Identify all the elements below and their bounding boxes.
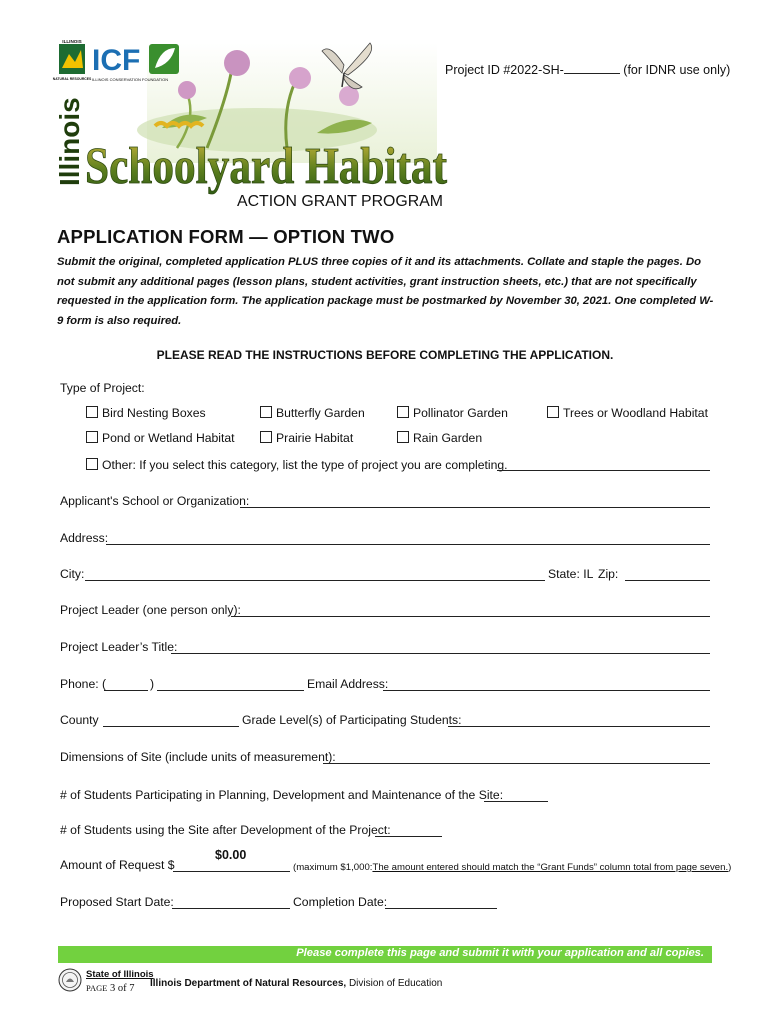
checkbox-icon[interactable] (86, 406, 98, 418)
completion-date-label: Completion Date: (293, 895, 388, 909)
city-field[interactable] (85, 580, 545, 581)
page-number: PAGE 3 of 7 (86, 983, 135, 994)
phone-close-paren: ) (150, 677, 155, 691)
address-label: Address: (60, 531, 109, 545)
checkbox-icon[interactable] (397, 431, 409, 443)
checkbox-icon[interactable] (86, 458, 98, 470)
type-of-project-label: Type of Project: (60, 381, 145, 395)
submit-reminder-text: Please complete this page and submit it with your application and all copies. (296, 947, 704, 959)
amount-value[interactable]: $0.00 (215, 848, 247, 862)
svg-text:Illinois: Illinois (54, 97, 85, 186)
zip-label: Zip: (598, 567, 619, 581)
instructions: Submit the original, completed application PLUS three copies of it and its attachments. Collate and staple the pages. Do not submit any additional pages (lesson plans, student activities, grant instruction sheets, etc.) that are not specifically requested in the application form. The application package must be postmarked by November 30, 2021. One completed W-9 form is also required. (57, 256, 714, 327)
checkbox-icon[interactable] (260, 431, 272, 443)
students-planning-label: # of Students Participating in Planning, Development and Maintenance of the Site: (60, 788, 504, 802)
school-field[interactable] (240, 507, 710, 508)
submit-reminder-bar (58, 946, 712, 963)
students-after-field[interactable] (375, 836, 442, 837)
checkbox-icon[interactable] (397, 406, 409, 418)
leader-title-label: Project Leader’s Title: (60, 640, 178, 654)
idnr-logo (53, 38, 92, 82)
svg-text:NATURAL RESOURCES: NATURAL RESOURCES (52, 77, 92, 81)
start-date-label: Proposed Start Date: (60, 895, 174, 909)
project-leader-field[interactable] (231, 616, 710, 617)
checkbox-pond-wetland[interactable]: Pond or Wetland Habitat (86, 431, 235, 445)
completion-date-field[interactable] (385, 908, 497, 909)
city-label: City: (60, 567, 85, 581)
state-label: State: IL (548, 567, 594, 581)
read-instructions-notice: PLEASE READ THE INSTRUCTIONS BEFORE COMPLETING THE APPLICATION. (156, 348, 614, 362)
checkbox-icon[interactable] (86, 431, 98, 443)
project-id: Project ID #2022-SH- (for IDNR use only) (445, 63, 731, 77)
address-field[interactable] (106, 544, 710, 545)
checkbox-other[interactable]: Other: If you select this category, list the type of project you are completing. (86, 458, 508, 472)
school-label: Applicant's School or Organization: (60, 494, 250, 508)
icf-logo (92, 44, 179, 82)
checkbox-prairie-habitat[interactable]: Prairie Habitat (260, 431, 353, 445)
county-label: County (60, 713, 99, 727)
students-after-label: # of Students using the Site after Development of the Project: (60, 823, 391, 837)
state-seal-icon (58, 968, 82, 992)
checkbox-trees-woodland[interactable]: Trees or Woodland Habitat (547, 406, 708, 420)
grade-level-field[interactable] (448, 726, 710, 727)
county-field[interactable] (103, 726, 239, 727)
checkbox-bird-nesting-boxes[interactable]: Bird Nesting Boxes (86, 406, 206, 420)
svg-text:Schoolyard Habitat: Schoolyard Habitat (85, 138, 448, 195)
email-label: Email Address: (307, 677, 389, 691)
project-leader-label: Project Leader (one person only): (60, 603, 241, 617)
amount-field[interactable] (173, 871, 290, 872)
phone-number-field[interactable] (157, 690, 304, 691)
amount-label: Amount of Request $ (60, 858, 175, 872)
email-field[interactable] (383, 690, 710, 691)
zip-field[interactable] (625, 580, 710, 581)
svg-text:ICF: ICF (92, 44, 141, 77)
svg-text:ACTION GRANT PROGRAM: ACTION GRANT PROGRAM (237, 193, 443, 210)
svg-text:ILLINOIS CONSERVATION FOUNDATI: ILLINOIS CONSERVATION FOUNDATION (92, 77, 169, 82)
checkbox-icon[interactable] (260, 406, 272, 418)
start-date-field[interactable] (172, 908, 290, 909)
phone-label: Phone: ( (60, 677, 107, 691)
site-dimensions-label: Dimensions of Site (include units of measurement): (60, 750, 336, 764)
grade-level-label: Grade Level(s) of Participating Students: (242, 713, 462, 727)
phone-area-code-field[interactable] (104, 690, 148, 691)
form-title: APPLICATION FORM — OPTION TWO (57, 226, 395, 247)
project-id-field[interactable] (564, 62, 620, 74)
students-planning-field[interactable] (484, 801, 548, 802)
checkbox-butterfly-garden[interactable]: Butterfly Garden (260, 406, 365, 420)
state-of-illinois-label: State of Illinois (86, 969, 154, 980)
program-banner (52, 38, 457, 220)
leader-title-field[interactable] (171, 653, 710, 654)
site-dimensions-field[interactable] (323, 763, 710, 764)
amount-note: (maximum $1,000:The amount entered should match the “Grant Funds” column total from page seven.) (293, 862, 732, 873)
checkbox-icon[interactable] (547, 406, 559, 418)
other-project-field[interactable] (497, 470, 710, 471)
svg-text:ILLINOIS: ILLINOIS (62, 39, 82, 44)
department-credit: Illinois Department of Natural Resources, Division of Education (150, 978, 443, 989)
checkbox-pollinator-garden[interactable]: Pollinator Garden (397, 406, 508, 420)
checkbox-rain-garden[interactable]: Rain Garden (397, 431, 482, 445)
